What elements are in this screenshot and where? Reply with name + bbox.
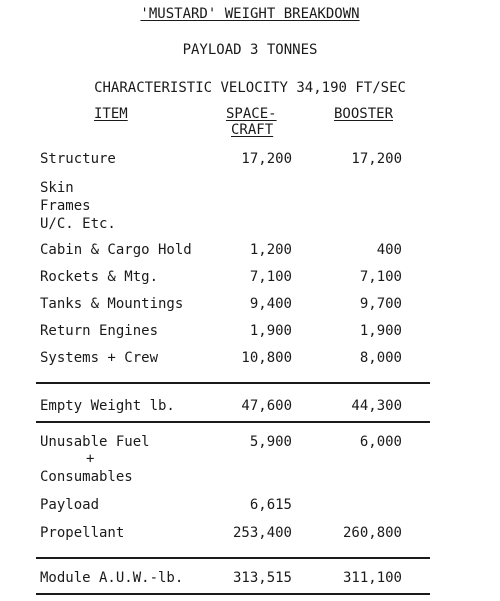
row-spacecraft-value: 1,900 <box>249 323 292 339</box>
row-spacecraft-value: 9,400 <box>249 296 292 312</box>
plus-sign: + <box>86 451 95 467</box>
row-booster-value: 17,200 <box>351 151 402 167</box>
row-label: Return Engines <box>40 323 159 339</box>
row-spacecraft-value: 10,800 <box>241 350 292 366</box>
row-spacecraft-value: 5,900 <box>249 434 292 450</box>
row-label: Tanks & Mountings <box>40 296 184 312</box>
divider-rule <box>36 593 430 595</box>
row-spacecraft-value: 1,200 <box>249 242 292 258</box>
row-label: Frames <box>40 198 91 214</box>
row-label: Module A.U.W.-lb. <box>40 570 184 586</box>
header-spacecraft-line2: CRAFT <box>231 122 274 138</box>
row-booster-value: 8,000 <box>359 350 402 366</box>
row-label: Structure <box>40 151 116 167</box>
row-spacecraft-value: 6,615 <box>249 497 292 513</box>
row-spacecraft-value: 313,515 <box>232 570 292 586</box>
header-spacecraft-line1: SPACE- <box>226 106 277 122</box>
row-booster-value: 260,800 <box>342 525 402 541</box>
document-title: 'MUSTARD' WEIGHT BREAKDOWN <box>140 6 360 22</box>
row-label: Propellant <box>40 525 125 541</box>
divider-rule <box>36 421 430 423</box>
row-label: Skin <box>40 180 74 196</box>
row-spacecraft-value: 17,200 <box>241 151 292 167</box>
row-label: Cabin & Cargo Hold <box>40 242 192 258</box>
row-spacecraft-value: 253,400 <box>232 525 292 541</box>
header-item: ITEM <box>94 106 128 122</box>
row-booster-value: 9,700 <box>359 296 402 312</box>
divider-rule <box>36 382 430 384</box>
row-booster-value: 1,900 <box>359 323 402 339</box>
row-booster-value: 400 <box>376 242 402 258</box>
row-booster-value: 44,300 <box>351 398 402 414</box>
payload-line: PAYLOAD 3 TONNES <box>182 42 318 58</box>
row-label: Systems + Crew <box>40 350 159 366</box>
row-booster-value: 7,100 <box>359 269 402 285</box>
row-booster-value: 311,100 <box>342 570 402 586</box>
row-spacecraft-value: 7,100 <box>249 269 292 285</box>
row-spacecraft-value: 47,600 <box>241 398 292 414</box>
divider-rule <box>36 557 430 559</box>
row-label: Rockets & Mtg. <box>40 269 159 285</box>
row-booster-value: 6,000 <box>359 434 402 450</box>
row-label: Payload <box>40 497 100 513</box>
velocity-line: CHARACTERISTIC VELOCITY 34,190 FT/SEC <box>94 80 406 96</box>
row-label: Consumables <box>40 469 133 485</box>
row-label: Empty Weight lb. <box>40 398 175 414</box>
row-label: U/C. Etc. <box>40 216 116 232</box>
row-label: Unusable Fuel <box>40 434 150 450</box>
header-booster: BOOSTER <box>334 106 394 122</box>
